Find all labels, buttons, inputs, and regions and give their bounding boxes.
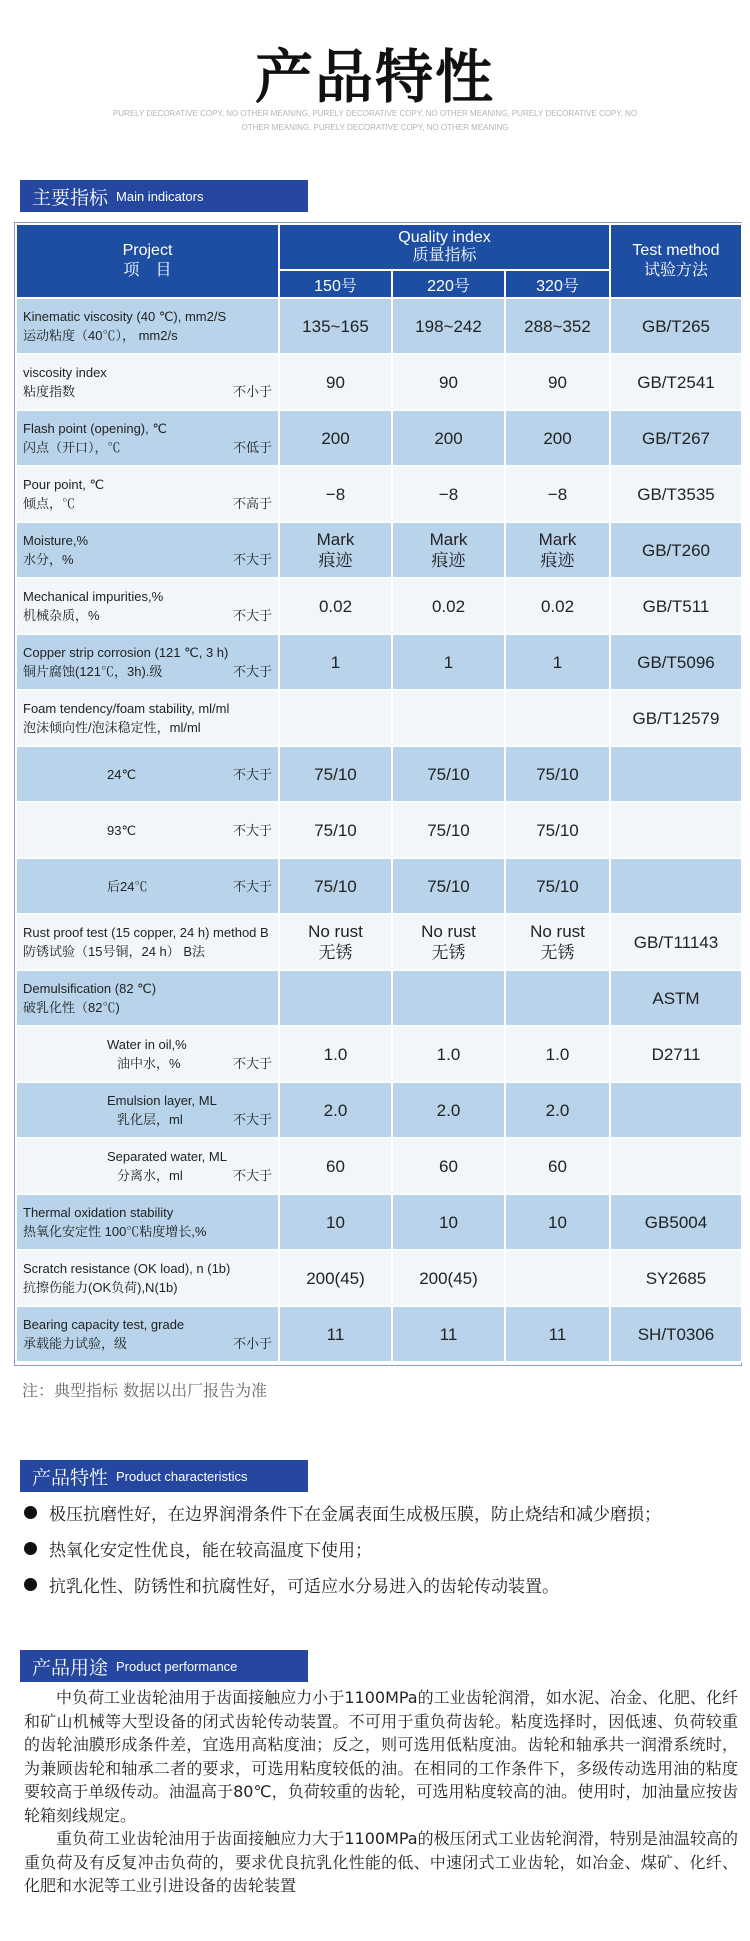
row-label — [16, 298, 279, 354]
characteristics-list — [24, 1494, 734, 1602]
row-label-cn: 机械杂质，% — [23, 608, 100, 623]
row-label-en: Moisture,% — [23, 533, 89, 548]
row-label-en: Flash point (opening), ℃ — [23, 421, 167, 436]
grade-220-value: 75/10 — [392, 746, 505, 802]
page-title: 产品特性 — [254, 43, 495, 111]
bullet-dot-icon — [24, 1506, 37, 1519]
section-title-en: Product performance — [116, 1658, 238, 1674]
grade-320-value: 90 — [505, 354, 610, 410]
table-row — [16, 1138, 742, 1194]
list-item: 极压抗磨性好，在边界润滑条件下在金属表面生成极压膜，防止烧结和减少磨损； — [24, 1494, 734, 1530]
row-label — [16, 690, 279, 746]
row-label-cn: 分离水，ml — [117, 1168, 183, 1183]
row-limit: 不小于 — [232, 384, 272, 399]
row-limit: 不大于 — [232, 1168, 272, 1183]
row-label — [16, 802, 279, 858]
grade-220-value: 10 — [392, 1194, 505, 1250]
test-method-value: ASTM — [610, 970, 742, 1026]
grade-220-value: 0.02 — [392, 578, 505, 634]
test-method-value — [610, 1138, 742, 1194]
row-limit: 不大于 — [232, 766, 272, 782]
row-label-cn: 闪点（开口），℃ — [23, 440, 121, 455]
header-test-method — [610, 224, 742, 298]
test-method-value — [610, 858, 742, 914]
grade-220-value: 60 — [392, 1138, 505, 1194]
grade-150-value: 135~165 — [279, 298, 392, 354]
row-label — [16, 1250, 279, 1306]
table-row — [16, 410, 742, 466]
grade-150-value: 200(45) — [279, 1250, 392, 1306]
grade-150-value: 0.02 — [279, 578, 392, 634]
test-method-value: GB/T511 — [610, 578, 742, 634]
usage-text — [24, 1686, 738, 1898]
grade-150-value: −8 — [279, 466, 392, 522]
grade-320-value: −8 — [505, 466, 610, 522]
row-label — [16, 1194, 279, 1250]
grade-320-value: 288~352 — [505, 298, 610, 354]
row-limit: 不大于 — [232, 1112, 272, 1127]
header-test-en: Test method — [632, 242, 720, 259]
test-method-value: GB/T12579 — [610, 690, 742, 746]
grade-220-value: 198~242 — [392, 298, 505, 354]
row-label-cn: 24℃ — [107, 766, 137, 782]
row-label-en: Rust proof test (15 copper, 24 h) method B — [23, 925, 269, 940]
grade-220-value: 2.0 — [392, 1082, 505, 1138]
table-row — [16, 298, 742, 354]
grade-320-value: 200 — [505, 410, 610, 466]
row-label-en: Water in oil,% — [107, 1037, 187, 1052]
grade-220-value: 75/10 — [392, 858, 505, 914]
header-grade-150: 150号 — [279, 270, 392, 298]
grade-320-value — [505, 690, 610, 746]
row-label-en: Bearing capacity test, grade — [23, 1317, 185, 1332]
table-row — [16, 1306, 742, 1362]
row-label — [16, 634, 279, 690]
grade-150-value — [279, 690, 392, 746]
list-item: 热氧化安定性优良，能在较高温度下使用； — [24, 1530, 734, 1566]
test-method-value: GB/T11143 — [610, 914, 742, 970]
test-method-value: GB/T3535 — [610, 466, 742, 522]
row-label-cn: 承载能力试验，级 — [23, 1336, 128, 1351]
row-label-cn: 粘度指数 — [23, 384, 76, 399]
test-method-value: GB/T5096 — [610, 634, 742, 690]
row-label-cn: 后24℃ — [107, 878, 148, 894]
row-limit: 不大于 — [232, 1056, 272, 1071]
test-method-value: SY2685 — [610, 1250, 742, 1306]
header-grade-320: 320号 — [505, 270, 610, 298]
grade-220-value: Mark 痕迹 — [392, 522, 505, 578]
header-quality-en: Quality index — [398, 229, 491, 246]
grade-320-value: 0.02 — [505, 578, 610, 634]
test-method-value: GB/T267 — [610, 410, 742, 466]
row-label — [16, 970, 279, 1026]
table-row — [16, 578, 742, 634]
grade-150-value: 200 — [279, 410, 392, 466]
usage-paragraph: 中负荷工业齿轮油用于齿面接触应力小于1100MPa的工业齿轮润滑，如水泥、冶金、化肥、化纤和矿山机械等大型设备的闭式齿轮传动装置。不可用于重负荷齿轮。粘度选择时，因低速、负荷较重的齿轮油膜形成条件差，宜选用高粘度油；反之，则可选用低粘度油。齿轮和轴承共一润滑系统时，为兼顾齿轮和轴承二者的要求，可选用粘度较低的油。在相同的工作条件下，多级传动选用油的粘度要较高于单级传动。油温高于80℃，负荷较重的齿轮，可选用粘度较高的油。使用时，加油量应按齿轮箱刻线规定。 — [24, 1688, 738, 1825]
header-quality — [279, 224, 610, 270]
grade-320-value: 1 — [505, 634, 610, 690]
grade-220-value: −8 — [392, 466, 505, 522]
row-limit: 不大于 — [232, 608, 272, 623]
grade-220-value: 90 — [392, 354, 505, 410]
row-label-en: Separated water, ML — [107, 1149, 227, 1164]
grade-150-value: 10 — [279, 1194, 392, 1250]
row-label-cn: 破乳化性（82℃) — [23, 1000, 120, 1015]
row-label-cn: 运动粘度（40℃）， mm2/s — [23, 328, 178, 343]
row-label-en: Foam tendency/foam stability, ml/ml — [23, 701, 230, 716]
grade-320-value: 2.0 — [505, 1082, 610, 1138]
table-note: 注：典型指标 数据以出厂报告为准 — [22, 1381, 268, 1400]
grade-150-value: 90 — [279, 354, 392, 410]
table-row — [16, 802, 742, 858]
list-item: 抗乳化性、防锈性和抗腐性好，可适应水分易进入的齿轮传动装置。 — [24, 1566, 734, 1602]
test-method-value: GB/T260 — [610, 522, 742, 578]
grade-220-value: 75/10 — [392, 802, 505, 858]
section-title-cn: 产品特性 — [32, 1466, 109, 1489]
grade-150-value: 75/10 — [279, 802, 392, 858]
grade-320-value: 75/10 — [505, 802, 610, 858]
table-row — [16, 354, 742, 410]
row-label-en: Kinematic viscosity (40 ℃), mm2/S — [23, 309, 227, 324]
row-limit: 不高于 — [232, 496, 272, 511]
usage-paragraph: 重负荷工业齿轮油用于齿面接触应力大于1100MPa的极压闭式工业齿轮润滑，特别是油温较高的重负荷及有反复冲击负荷的，要求优良抗乳化性能的低、中速闭式工业齿轮，如冶金、煤矿、化纤、化肥和水泥等工业引进设备的齿轮装置 — [24, 1829, 738, 1895]
row-label — [16, 914, 279, 970]
row-limit: 不大于 — [232, 878, 272, 894]
row-label-cn: 水分，% — [23, 552, 74, 567]
row-label-en: Mechanical impurities,% — [23, 589, 164, 604]
grade-150-value: 2.0 — [279, 1082, 392, 1138]
grade-320-value: 10 — [505, 1194, 610, 1250]
header-project-en: Project — [122, 242, 173, 259]
grade-320-value: No rust 无锈 — [505, 914, 610, 970]
table-row — [16, 1082, 742, 1138]
grade-150-value: 1.0 — [279, 1026, 392, 1082]
row-label — [16, 522, 279, 578]
test-method-value: D2711 — [610, 1026, 742, 1082]
row-label — [16, 1082, 279, 1138]
test-method-value: GB/T2541 — [610, 354, 742, 410]
grade-220-value: 200(45) — [392, 1250, 505, 1306]
grade-220-value: 1.0 — [392, 1026, 505, 1082]
grade-320-value: 75/10 — [505, 746, 610, 802]
grade-150-value: 60 — [279, 1138, 392, 1194]
grade-320-value: Mark 痕迹 — [505, 522, 610, 578]
test-method-value — [610, 1082, 742, 1138]
section-title-en: Main indicators — [116, 188, 204, 204]
row-label — [16, 578, 279, 634]
grade-220-value: 200 — [392, 410, 505, 466]
row-label — [16, 410, 279, 466]
row-label — [16, 1306, 279, 1362]
table-row — [16, 914, 742, 970]
row-label-cn: 油中水，% — [117, 1056, 181, 1071]
decorative-subtitle: PURELY DECORATIVE COPY, NO OTHER MEANING, PURELY DECORATIVE COPY, NO OTHER MEANING, PURELY DECORATIVE COPY, NO OTHER MEANING, PURELY DECORATIVE COPY, NO OTHER MEANING — [112, 109, 638, 132]
row-limit: 不小于 — [232, 1336, 272, 1351]
row-label — [16, 466, 279, 522]
section-header-main-indicators — [20, 180, 308, 212]
row-limit: 不大于 — [232, 664, 272, 679]
bullet-dot-icon — [24, 1542, 37, 1555]
grade-220-value — [392, 970, 505, 1026]
row-label — [16, 1026, 279, 1082]
row-label — [16, 354, 279, 410]
grade-220-value: 1 — [392, 634, 505, 690]
row-label-en: Emulsion layer, ML — [107, 1093, 217, 1108]
row-label — [16, 1138, 279, 1194]
grade-150-value — [279, 970, 392, 1026]
grade-150-value: 1 — [279, 634, 392, 690]
header-project — [16, 224, 279, 298]
row-label-cn: 抗擦伤能力(OK负荷),N(1b) — [23, 1280, 178, 1295]
section-title-cn: 主要指标 — [32, 186, 109, 209]
row-limit: 不大于 — [232, 822, 272, 838]
table-row — [16, 1194, 742, 1250]
row-label-cn: 乳化层，ml — [117, 1112, 183, 1127]
table-row — [16, 466, 742, 522]
test-method-value — [610, 746, 742, 802]
test-method-value: SH/T0306 — [610, 1306, 742, 1362]
table-row — [16, 1026, 742, 1082]
test-method-value: GB5004 — [610, 1194, 742, 1250]
row-limit: 不低于 — [232, 440, 272, 455]
grade-150-value: 75/10 — [279, 746, 392, 802]
row-label-en: Demulsification (82 ℃) — [23, 981, 157, 996]
grade-150-value: 75/10 — [279, 858, 392, 914]
grade-150-value: 11 — [279, 1306, 392, 1362]
row-label-en: Thermal oxidation stability — [23, 1205, 174, 1220]
table-row — [16, 522, 742, 578]
section-header-characteristics — [20, 1460, 308, 1492]
table-row — [16, 970, 742, 1026]
table-row — [16, 634, 742, 690]
row-label — [16, 858, 279, 914]
header-quality-cn: 质量指标 — [412, 247, 477, 264]
section-header-performance — [20, 1650, 308, 1682]
grade-220-value: 11 — [392, 1306, 505, 1362]
grade-320-value: 11 — [505, 1306, 610, 1362]
indicators-table — [14, 222, 742, 1366]
row-label-cn: 93℃ — [107, 822, 137, 838]
row-label-en: Scratch resistance (OK load), n (1b) — [23, 1261, 231, 1276]
row-label-cn: 倾点，℃ — [23, 496, 76, 511]
table-row — [16, 858, 742, 914]
row-label-cn: 泡沫倾向性/泡沫稳定性，ml/ml — [23, 720, 201, 735]
grade-150-value: No rust 无锈 — [279, 914, 392, 970]
section-title-cn: 产品用途 — [32, 1656, 109, 1679]
grade-320-value: 60 — [505, 1138, 610, 1194]
row-limit: 不大于 — [232, 552, 272, 567]
row-label — [16, 746, 279, 802]
header-test-cn: 试验方法 — [643, 262, 708, 279]
bullet-dot-icon — [24, 1578, 37, 1591]
row-label-cn: 防锈试验（15号铜，24 h） B法 — [23, 944, 206, 959]
grade-320-value: 75/10 — [505, 858, 610, 914]
grade-150-value: Mark 痕迹 — [279, 522, 392, 578]
header-project-cn: 项 目 — [123, 262, 172, 279]
grade-220-value — [392, 690, 505, 746]
header-grade-220: 220号 — [392, 270, 505, 298]
row-label-en: Pour point, ℃ — [23, 477, 105, 492]
test-method-value: GB/T265 — [610, 298, 742, 354]
grade-320-value — [505, 970, 610, 1026]
grade-320-value: 1.0 — [505, 1026, 610, 1082]
grade-320-value — [505, 1250, 610, 1306]
section-title-en: Product characteristics — [116, 1468, 248, 1484]
row-label-cn: 热氧化安定性 100℃粘度增长,% — [23, 1224, 207, 1239]
row-label-en: viscosity index — [23, 365, 107, 380]
table-row — [16, 690, 742, 746]
row-label-cn: 铜片腐蚀(121℃，3h).级 — [23, 664, 163, 679]
row-label-en: Copper strip corrosion (121 ℃, 3 h) — [23, 645, 229, 660]
table-row — [16, 1250, 742, 1306]
test-method-value — [610, 802, 742, 858]
grade-220-value: No rust 无锈 — [392, 914, 505, 970]
table-row — [16, 746, 742, 802]
